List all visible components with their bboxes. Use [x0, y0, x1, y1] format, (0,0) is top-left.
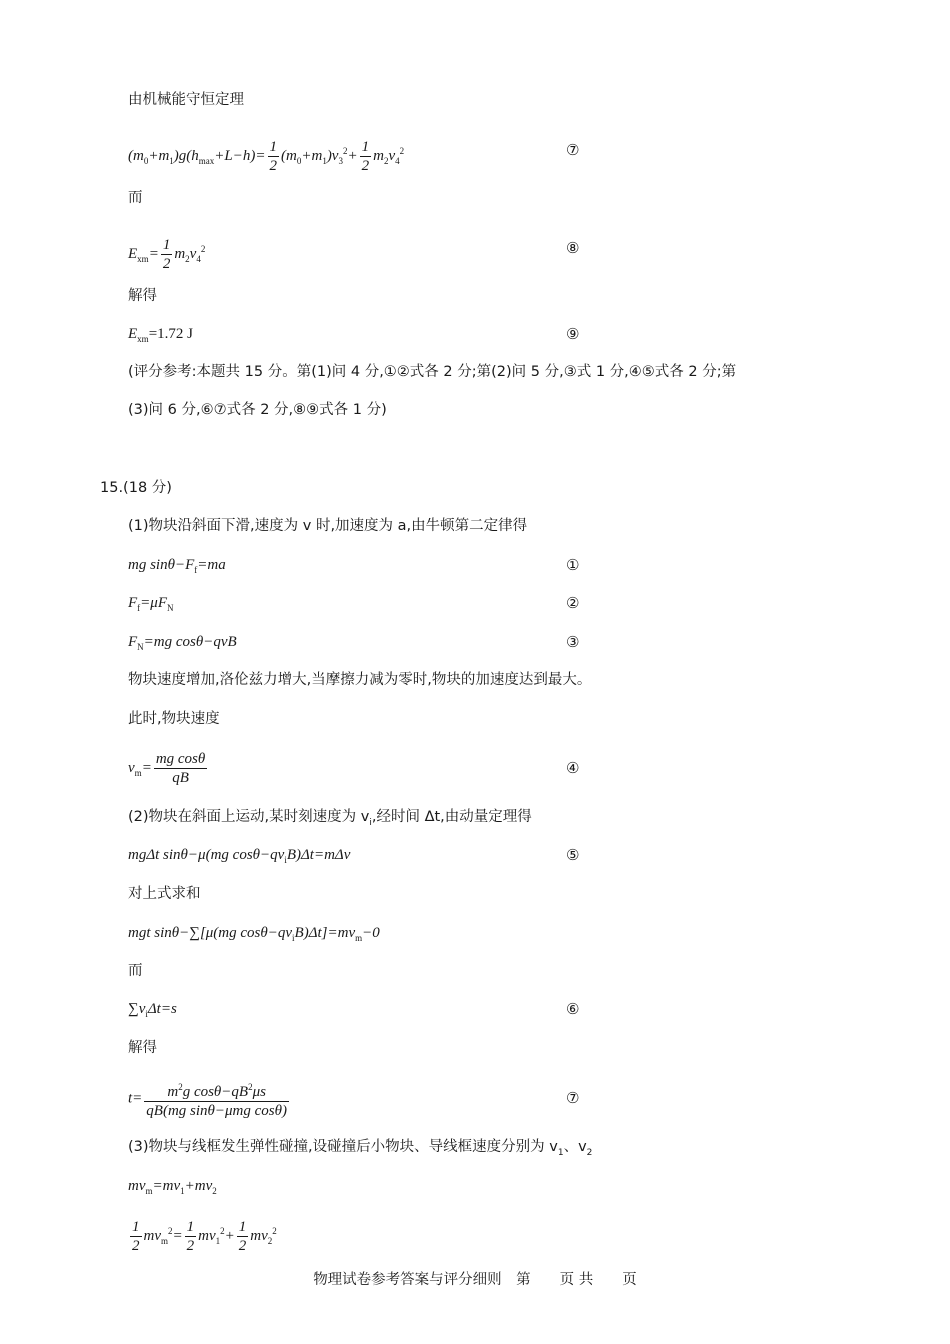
- eq-symbol: E: [128, 326, 138, 342]
- text-line: (3)物块与线框发生弹性碰撞,设碰撞后小物块、导线框速度分别为 $v_1$、$v_2$: [128, 1139, 593, 1158]
- equation-number: ⑦: [566, 1089, 580, 1107]
- equation-7b: t= $\frac{m^2g \cos\theta-qB^2\mu s}{\text{qB(mg sinθ−μmg cosθ)}}$: [128, 1078, 291, 1120]
- equation-number: ⑤: [566, 846, 580, 864]
- equation-number: ⑧: [566, 239, 580, 257]
- equation-5: mgΔt sinθ−μ(mg $\cos\theta-qv_iB)\Delta t=m\Delta v$: [128, 847, 351, 865]
- eq-value: =1.72 J: [148, 326, 193, 342]
- text-part: (3)物块与线框发生弹性碰撞,设碰撞后小物块、导线框速度分别为 v: [128, 1139, 558, 1155]
- text-line: (1)物块沿斜面下滑,速度为 v 时,加速度为 a,由牛顿第二定律得: [128, 518, 528, 534]
- equation-number: ①: [566, 556, 580, 574]
- equation-1: mg $\sin\theta-F_f=ma$: [128, 557, 226, 575]
- text-line: 由机械能守恒定理: [128, 92, 244, 108]
- equation-number: ⑦: [566, 141, 580, 159]
- text-part: 、v: [563, 1139, 587, 1155]
- equation-4: $v_m=$ $\frac{\text{mg cosθ}}{qB}$: [128, 751, 206, 786]
- equation-3: $F_N=mg$ cosθ−qvB: [128, 634, 237, 652]
- equation-sum: mgt sinθ−∑[μ(mg $\cos\theta-qv_iB)\Delta t]=mv_m-0$: [128, 925, 380, 943]
- text-line: (2)物块在斜面上运动,某时刻速度为 $v_i$,经时间 Δt,由动量定理得: [128, 809, 532, 828]
- page-footer: 物理试卷参考答案与评分细则 第 页 共 页: [313, 1272, 637, 1288]
- equation-energy: $\frac{1}{2}$ $mv_m^2=$ $\frac{1}{2}$ $mv_1^2+$ $\frac{1}{2}$ $mv_2^2$: [132, 1219, 277, 1254]
- text-line: 对上式求和: [128, 886, 201, 902]
- equation-7a: $(m_0+m_1)g(h_{max}+L-h)=$ $\frac{1}{2}$ $(m_0+m_1)v_3^2+$ $\frac{1}{2}$ $m_2v_4^2$: [128, 139, 405, 174]
- equation-number: ⑨: [566, 325, 580, 343]
- text-line: 解得: [128, 288, 157, 304]
- text-line: 此时,物块速度: [128, 711, 220, 727]
- text-line: 而: [128, 963, 143, 979]
- text-line: 而: [128, 190, 143, 206]
- score-note: (评分参考:本题共 15 分。第(1)问 4 分,①②式各 2 分;第(2)问 5 分,③式 1 分,④⑤式各 2 分;第: [128, 364, 737, 380]
- text-part: (2)物块在斜面上运动,某时刻速度为 v: [128, 809, 370, 825]
- equation-number: ③: [566, 633, 580, 651]
- equation-2: $F_f=\mu F_N$: [128, 595, 174, 613]
- equation-6: $\sum v_i\Delta t=s$: [128, 1001, 177, 1019]
- text-part: ,经时间 Δt,由动量定理得: [371, 809, 532, 825]
- equation-9: $E_{xm}=1.72$ J: [128, 326, 193, 344]
- text-line: 解得: [128, 1040, 157, 1056]
- equation-number: ②: [566, 594, 580, 612]
- text-line: 物块速度增加,洛伦兹力增大,当摩擦力减为零时,物块的加速度达到最大。: [128, 672, 592, 688]
- equation-number: ⑥: [566, 1000, 580, 1018]
- problem-heading: 15.(18 分): [100, 480, 172, 496]
- equation-number: ④: [566, 759, 580, 777]
- equation-momentum: $mv_m=mv_1+mv_2$: [128, 1178, 217, 1196]
- score-note: (3)问 6 分,⑥⑦式各 2 分,⑧⑨式各 1 分): [128, 402, 387, 418]
- equation-8: $E_{xm}=$ $\frac{1}{2}$ $m_2v_4^2$: [128, 237, 206, 272]
